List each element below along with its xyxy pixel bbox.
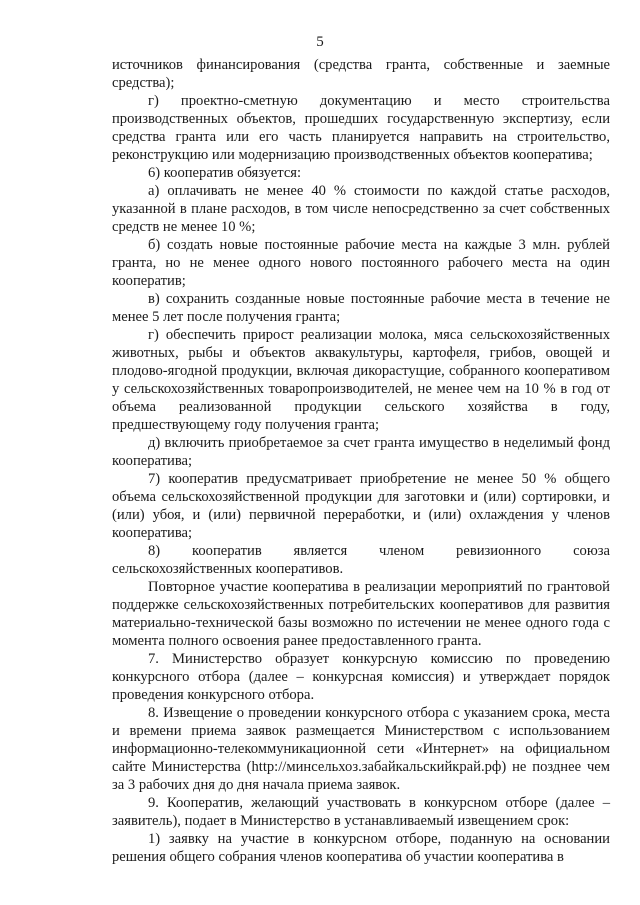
paragraph-financing-sources: источников финансирования (средства гранта, собственные и заемные средства); <box>112 57 610 91</box>
paragraph-obligation-v: в) сохранить созданные новые постоянные рабочие места в течение не менее 5 лет после получения гранта; <box>112 291 610 325</box>
paragraph-obligation-b: б) создать новые постоянные рабочие места на каждые 3 млн. рублей гранта, но не менее одного нового постоянного рабочего места на один кооператив; <box>112 237 610 289</box>
paragraph-section-8: 8. Извещение о проведении конкурсного отбора с указанием срока, места и времени приема заявок размещается Министерством с использованием информационно-телекоммуникационной сети «Интернет» на официальном сайте Министерства (http://минсельхоз.забайкальскийкрай.рф) не позднее чем за 3 рабочих дня до дня начала приема заявок. <box>112 705 610 793</box>
page-number: 5 <box>316 34 324 50</box>
paragraph-obligation-g: г) обеспечить прирост реализации молока, мяса сельскохозяйственных животных, рыбы и объектов аквакультуры, картофеля, грибов, овощей и плодово-ягодной продукции, включая дикорастущие, собранного кооперативом у сельскохозяйственных товаропроизводителей, не менее чем на 10 % в год от объема реализованной продукции сельского хозяйства в году, предшествующему году получения гранта; <box>112 327 610 433</box>
paragraph-item-7: 7) кооператив предусматривает приобретение не менее 50 % общего объема сельскохозяйственной продукции для заготовки и (или) сортировки, и (или) убоя, и (или) первичной переработки, и (или) охлаждения у членов кооператива; <box>112 471 610 541</box>
paragraph-section-7: 7. Министерство образует конкурсную комиссию по проведению конкурсного отбора (далее – конкурсная комиссия) и утверждает порядок проведения конкурсного отбора. <box>112 651 610 703</box>
paragraph-cooperative-obligations: 6) кооператив обязуется: <box>148 165 302 181</box>
paragraph-design-documentation: г) проектно-сметную документацию и место строительства производственных объектов, прошедших государственную экспертизу, если средства гранта или его часть планируется направить на строительство, реконструкцию или модернизацию производственных объектов кооператива; <box>112 93 610 163</box>
paragraph-obligation-d: д) включить приобретаемое за счет гранта имущество в неделимый фонд кооператива; <box>112 435 610 469</box>
paragraph-repeat-participation: Повторное участие кооператива в реализации мероприятий по грантовой поддержке сельскохозяйственных потребительских кооперативов для развития материально-технической базы возможно по истечении не менее одного года с момента полного освоения ранее предоставленного гранта. <box>112 579 610 649</box>
paragraph-application-1: 1) заявку на участие в конкурсном отборе, поданную на основании решения общего собрания членов кооператива об участии кооператива в <box>112 831 610 865</box>
document-body <box>112 56 610 866</box>
paragraph-section-9: 9. Кооператив, желающий участвовать в конкурсном отборе (далее – заявитель), подает в Министерство в устанавливаемый извещением срок: <box>112 795 610 829</box>
paragraph-obligation-a: а) оплачивать не менее 40 % стоимости по каждой статье расходов, указанной в плане расходов, в том числе непосредственно за счет собственных средств не менее 10 %; <box>112 183 610 235</box>
paragraph-item-8: 8) кооператив является членом ревизионного союза сельскохозяйственных кооперативов. <box>112 543 610 577</box>
